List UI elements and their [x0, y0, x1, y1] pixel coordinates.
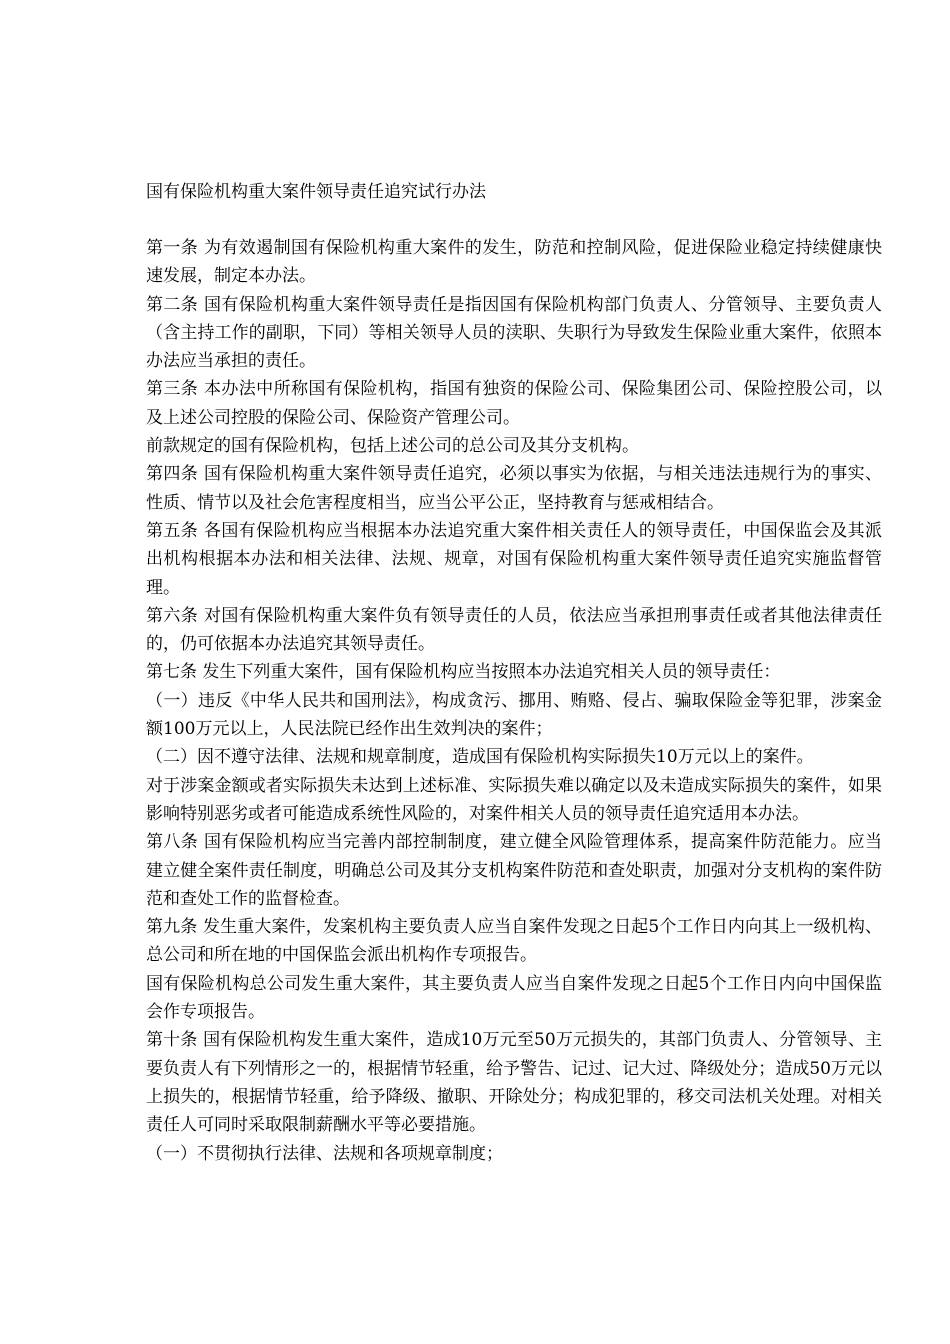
document-title: 国有保险机构重大案件领导责任追究试行办法	[146, 182, 486, 202]
article-7-item-1: （一）违反《中华人民共和国刑法》，构成贪污、挪用、贿赂、侵占、骗取保险金等犯罪，涉案金额100万元以上，人民法院已经作出生效判决的案件；	[146, 690, 882, 740]
article-1: 第一条 为有效遏制国有保险机构重大案件的发生，防范和控制风险，促进保险业稳定持续健康快速发展，制定本办法。	[146, 238, 882, 287]
article-3: 第三条 本办法中所称国有保险机构，指国有独资的保险公司、保险集团公司、保险控股公司，以及上述公司控股的保险公司、保险资产管理公司。	[146, 379, 882, 428]
article-5: 第五条 各国有保险机构应当根据本办法追究重大案件相关责任人的领导责任，中国保监会及其派出机构根据本办法和相关法律、法规、规章，对国有保险机构重大案件领导责任追究实施监督管理。	[146, 520, 882, 598]
article-10-item-1: （一）不贯彻执行法律、法规和各项规章制度；	[146, 1143, 503, 1164]
article-6: 第六条 对国有保险机构重大案件负有领导责任的人员，依法应当承担刑事责任或者其他法律责任的，仍可依据本办法追究其领导责任。	[146, 605, 882, 655]
article-4: 第四条 国有保险机构重大案件领导责任追究，必须以事实为依据，与相关违法违规行为的事实、性质、情节以及社会危害程度相当，应当公平公正，坚持教育与惩戒相结合。	[146, 464, 882, 513]
article-8: 第八条 国有保险机构应当完善内部控制制度，建立健全风险管理体系，提高案件防范能力。应当建立健全案件责任制度，明确总公司及其分支机构案件防范和查处职责，加强对分支机构的案件防范和查处工作的监督检查。	[146, 832, 882, 909]
article-10: 第十条 国有保险机构发生重大案件，造成10万元至50万元损失的，其部门负责人、分管领导、主要负责人有下列情形之一的，根据情节轻重，给予警告、记过、记大过、降级处分；造成50万元以上损失的，根据情节轻重，给予降级、撤职、开除处分；构成犯罪的，移交司法机关处理。对相关责任人可同时采取限制薪酬水平等必要措施。	[146, 1030, 882, 1136]
article-7-paragraph-2: 对于涉案金额或者实际损失未达到上述标准、实际损失难以确定以及未造成实际损失的案件，如果影响特别恶劣或者可能造成系统性风险的，对案件相关人员的领导责任追究适用本办法。	[146, 775, 882, 824]
article-3-paragraph-2: 前款规定的国有保险机构，包括上述公司的总公司及其分支机构。	[146, 436, 639, 457]
article-9-paragraph-2: 国有保险机构总公司发生重大案件，其主要负责人应当自案件发现之日起5个工作日内向中国保监会作专项报告。	[146, 973, 882, 1023]
document-page	[146, 178, 882, 1168]
article-7-item-2: （二）因不遵守法律、法规和规章制度，造成国有保险机构实际损失10万元以上的案件。	[146, 747, 814, 768]
article-9: 第九条 发生重大案件，发案机构主要负责人应当自案件发现之日起5个工作日内向其上一级机构、总公司和所在地的中国保监会派出机构作专项报告。	[146, 917, 882, 966]
article-2: 第二条 国有保险机构重大案件领导责任是指因国有保险机构部门负责人、分管领导、主要负责人（含主持工作的副职，下同）等相关领导人员的渎职、失职行为导致发生保险业重大案件，依照本办法应当承担的责任。	[146, 294, 882, 372]
article-7: 第七条 发生下列重大案件，国有保险机构应当按照本办法追究相关人员的领导责任：	[146, 662, 781, 683]
